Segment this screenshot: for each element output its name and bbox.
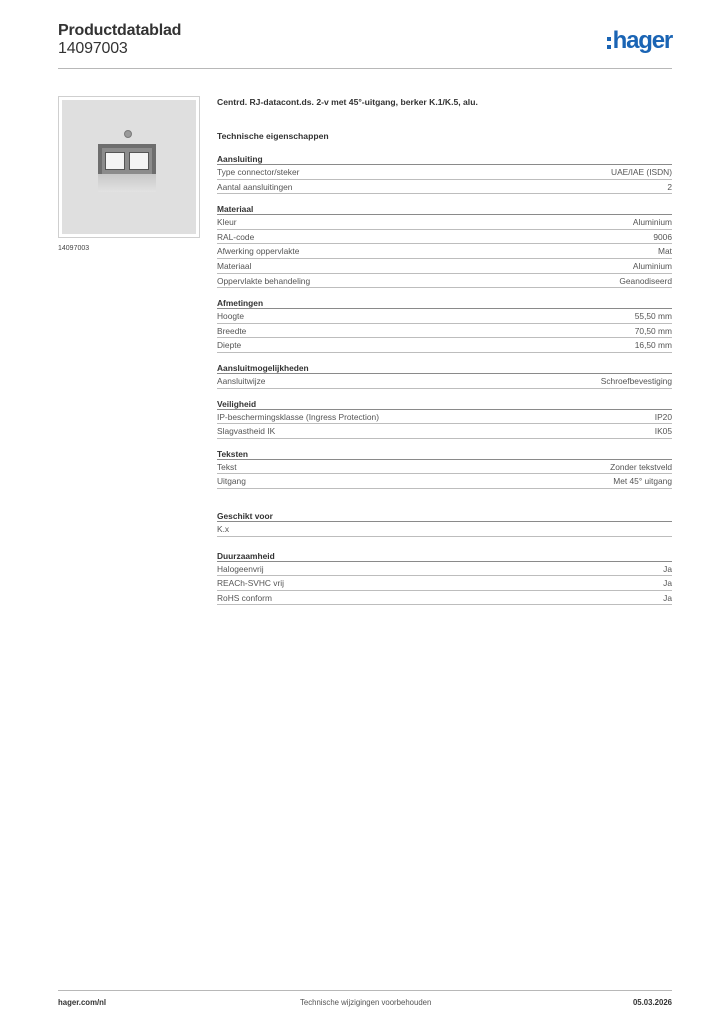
spec-value: 16,50 mm (634, 340, 672, 351)
spec-group (217, 154, 672, 194)
page-header (58, 20, 672, 68)
group-title: Materiaal (217, 204, 672, 215)
spec-value: Mat (658, 246, 672, 257)
spec-group (217, 363, 672, 389)
spec-row (217, 244, 672, 259)
spec-row (217, 165, 672, 180)
spec-label: Breedte (217, 325, 247, 336)
spec-label: Hoogte (217, 311, 245, 322)
spec-value: Ja (663, 563, 672, 574)
image-caption: 14097003 (58, 245, 90, 252)
spec-value: Ja (663, 592, 672, 603)
spec-label: Tekst (217, 461, 237, 472)
wall-plate-icon (62, 100, 196, 234)
spec-row (217, 259, 672, 274)
spec-value: IK05 (654, 426, 672, 437)
spec-label: RoHS conform (217, 592, 272, 603)
spec-row (217, 522, 672, 537)
product-image (58, 96, 200, 238)
spec-label: Uitgang (217, 476, 246, 487)
logo-text: hager (612, 27, 672, 54)
spec-content (217, 96, 672, 605)
spec-value: Geanodiseerd (619, 275, 672, 286)
spec-row (217, 324, 672, 339)
product-number: 14097003 (58, 40, 128, 57)
spec-label: Afwerking oppervlakte (217, 246, 300, 257)
spec-value: 9006 (653, 231, 672, 242)
spec-label: REACh-SVHC vrij (217, 578, 285, 589)
spec-label: Kleur (217, 217, 237, 228)
suitable-section (217, 511, 672, 537)
spec-value: Schroefbevestiging (600, 375, 672, 386)
rj-socket-icon (98, 144, 156, 192)
spec-value: 2 (667, 181, 672, 192)
header-divider (58, 68, 672, 69)
hager-logo (607, 28, 672, 54)
spec-row (217, 474, 672, 489)
spec-label: Oppervlakte behandeling (217, 275, 311, 286)
spec-label: Diepte (217, 340, 242, 351)
spec-value: Met 45° uitgang (613, 476, 672, 487)
spec-groups (217, 154, 672, 489)
spec-value: Aluminium (632, 217, 672, 228)
group-title: Veiligheid (217, 399, 672, 410)
document-title: Productdatablad (58, 22, 182, 39)
spec-label: Materiaal (217, 260, 252, 271)
spec-label: RAL-code (217, 231, 255, 242)
footer-divider (58, 990, 672, 991)
spec-row (217, 309, 672, 324)
spec-value: UAE/IAE (ISDN) (611, 167, 672, 177)
spec-label: Halogeenvrij (217, 563, 264, 574)
spec-label: Aansluitwijze (217, 375, 266, 386)
spec-row (217, 180, 672, 195)
spec-group (217, 204, 672, 288)
spec-row (217, 338, 672, 353)
spec-label: Slagvastheid IK (217, 426, 276, 437)
spec-value: Ja (663, 578, 672, 589)
logo-dots-icon (607, 37, 611, 49)
spec-label: Aantal aansluitingen (217, 181, 293, 192)
spec-value: IP20 (654, 411, 672, 422)
spec-row (217, 424, 672, 439)
product-description: Centrd. RJ-datacont.ds. 2-v met 45°-uitgang, berker K.1/K.5, alu. (217, 97, 478, 107)
spec-row (217, 215, 672, 230)
footer-notice: Technische wijzigingen voorbehouden (300, 998, 432, 1007)
spec-row (217, 576, 672, 591)
group-title: Aansluitmogelijkheden (217, 363, 672, 374)
rj-port-icon (105, 152, 125, 170)
sustainability-section (217, 551, 672, 606)
spec-value: Zonder tekstveld (610, 461, 672, 472)
group-title: Duurzaamheid (217, 551, 672, 562)
spec-group (217, 449, 672, 489)
spec-value: 70,50 mm (634, 325, 672, 336)
spec-value: 55,50 mm (634, 311, 672, 322)
rj-port-icon (129, 152, 149, 170)
group-title: Geschikt voor (217, 511, 672, 522)
spec-group (217, 511, 672, 537)
spec-row (217, 460, 672, 475)
spec-group (217, 399, 672, 439)
group-title: Aansluiting (217, 154, 672, 165)
spec-row (217, 230, 672, 245)
footer-date: 05.03.2026 (632, 998, 672, 1007)
spec-row (217, 562, 672, 577)
spec-row (217, 410, 672, 425)
group-title: Teksten (217, 449, 672, 460)
spec-row (217, 591, 672, 606)
group-title: Afmetingen (217, 298, 672, 309)
screw-icon (124, 130, 132, 138)
spec-row (217, 274, 672, 289)
spec-label: IP-beschermingsklasse (Ingress Protection) (217, 411, 379, 422)
spec-row (217, 374, 672, 389)
spec-group (217, 298, 672, 353)
spec-label: Type connector/steker (217, 167, 300, 177)
spec-label: K.x (217, 523, 230, 534)
spec-value: Aluminium (632, 260, 672, 271)
footer-website: hager.com/nl (58, 998, 107, 1007)
spec-group (217, 551, 672, 606)
tech-properties-heading: Technische eigenschappen (217, 131, 329, 141)
